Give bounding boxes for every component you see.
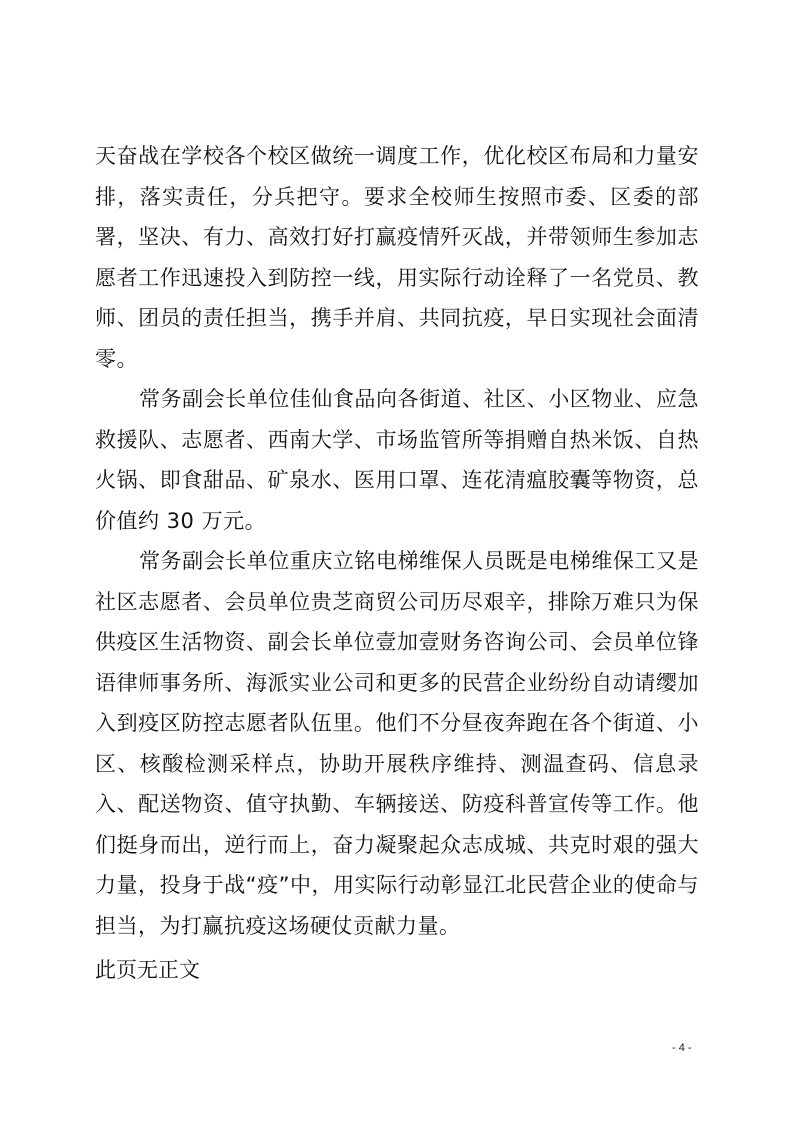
paragraph-continuation: 天奋战在学校各个校区做统一调度工作，优化校区布局和力量安排，落实责任，分兵把守。要求全校师生按照市委、区委的部署，坚决、有力、高效打好打赢疫情歼灭战，并带领师生参加志愿者工作迅速投入到防控一线，用实际行动诠释了一名党员、教师、团员的责任担当，携手并肩、共同抗疫，早日实现社会面清零。 [95, 144, 699, 371]
paragraph-jiaxian-foods: 常务副会长单位佳仙食品向各街道、社区、小区物业、应急救援队、志愿者、西南大学、市场监管所等捐赠自热米饭、自热火锅、即食甜品、矿泉水、医用口罩、连花清瘟胶囊等物资，总价值约 30 万元。 [95, 387, 699, 533]
blank-page-note: 此页无正文 [95, 958, 200, 982]
paragraph-volunteers: 常务副会长单位重庆立铭电梯维保人员既是电梯维保工又是社区志愿者、会员单位贵芝商贸公司历尽艰辛，排除万难只为保供疫区生活物资、副会长单位壹加壹财务咨询公司、会员单位锋语律师事务所、海派实业公司和更多的民营企业纷纷自动请缨加入到疫区防控志愿者队伍里。他们不分昼夜奔跑在各个街道、小区、核酸检测采样点，协助开展秩序维持、测温查码、信息录入、配送物资、值守执勤、车辆接送、防疫科普宣传等工作。他们挺身而出，逆行而上，奋力凝聚起众志成城、共克时艰的强大力量，投身于战“疫”中，用实际行动彰显江北民营企业的使命与担当，为打赢抗疫这场硬仗贡献力量。 [95, 549, 699, 938]
body-text [95, 136, 699, 946]
page-number: - 4 - [672, 1042, 692, 1054]
